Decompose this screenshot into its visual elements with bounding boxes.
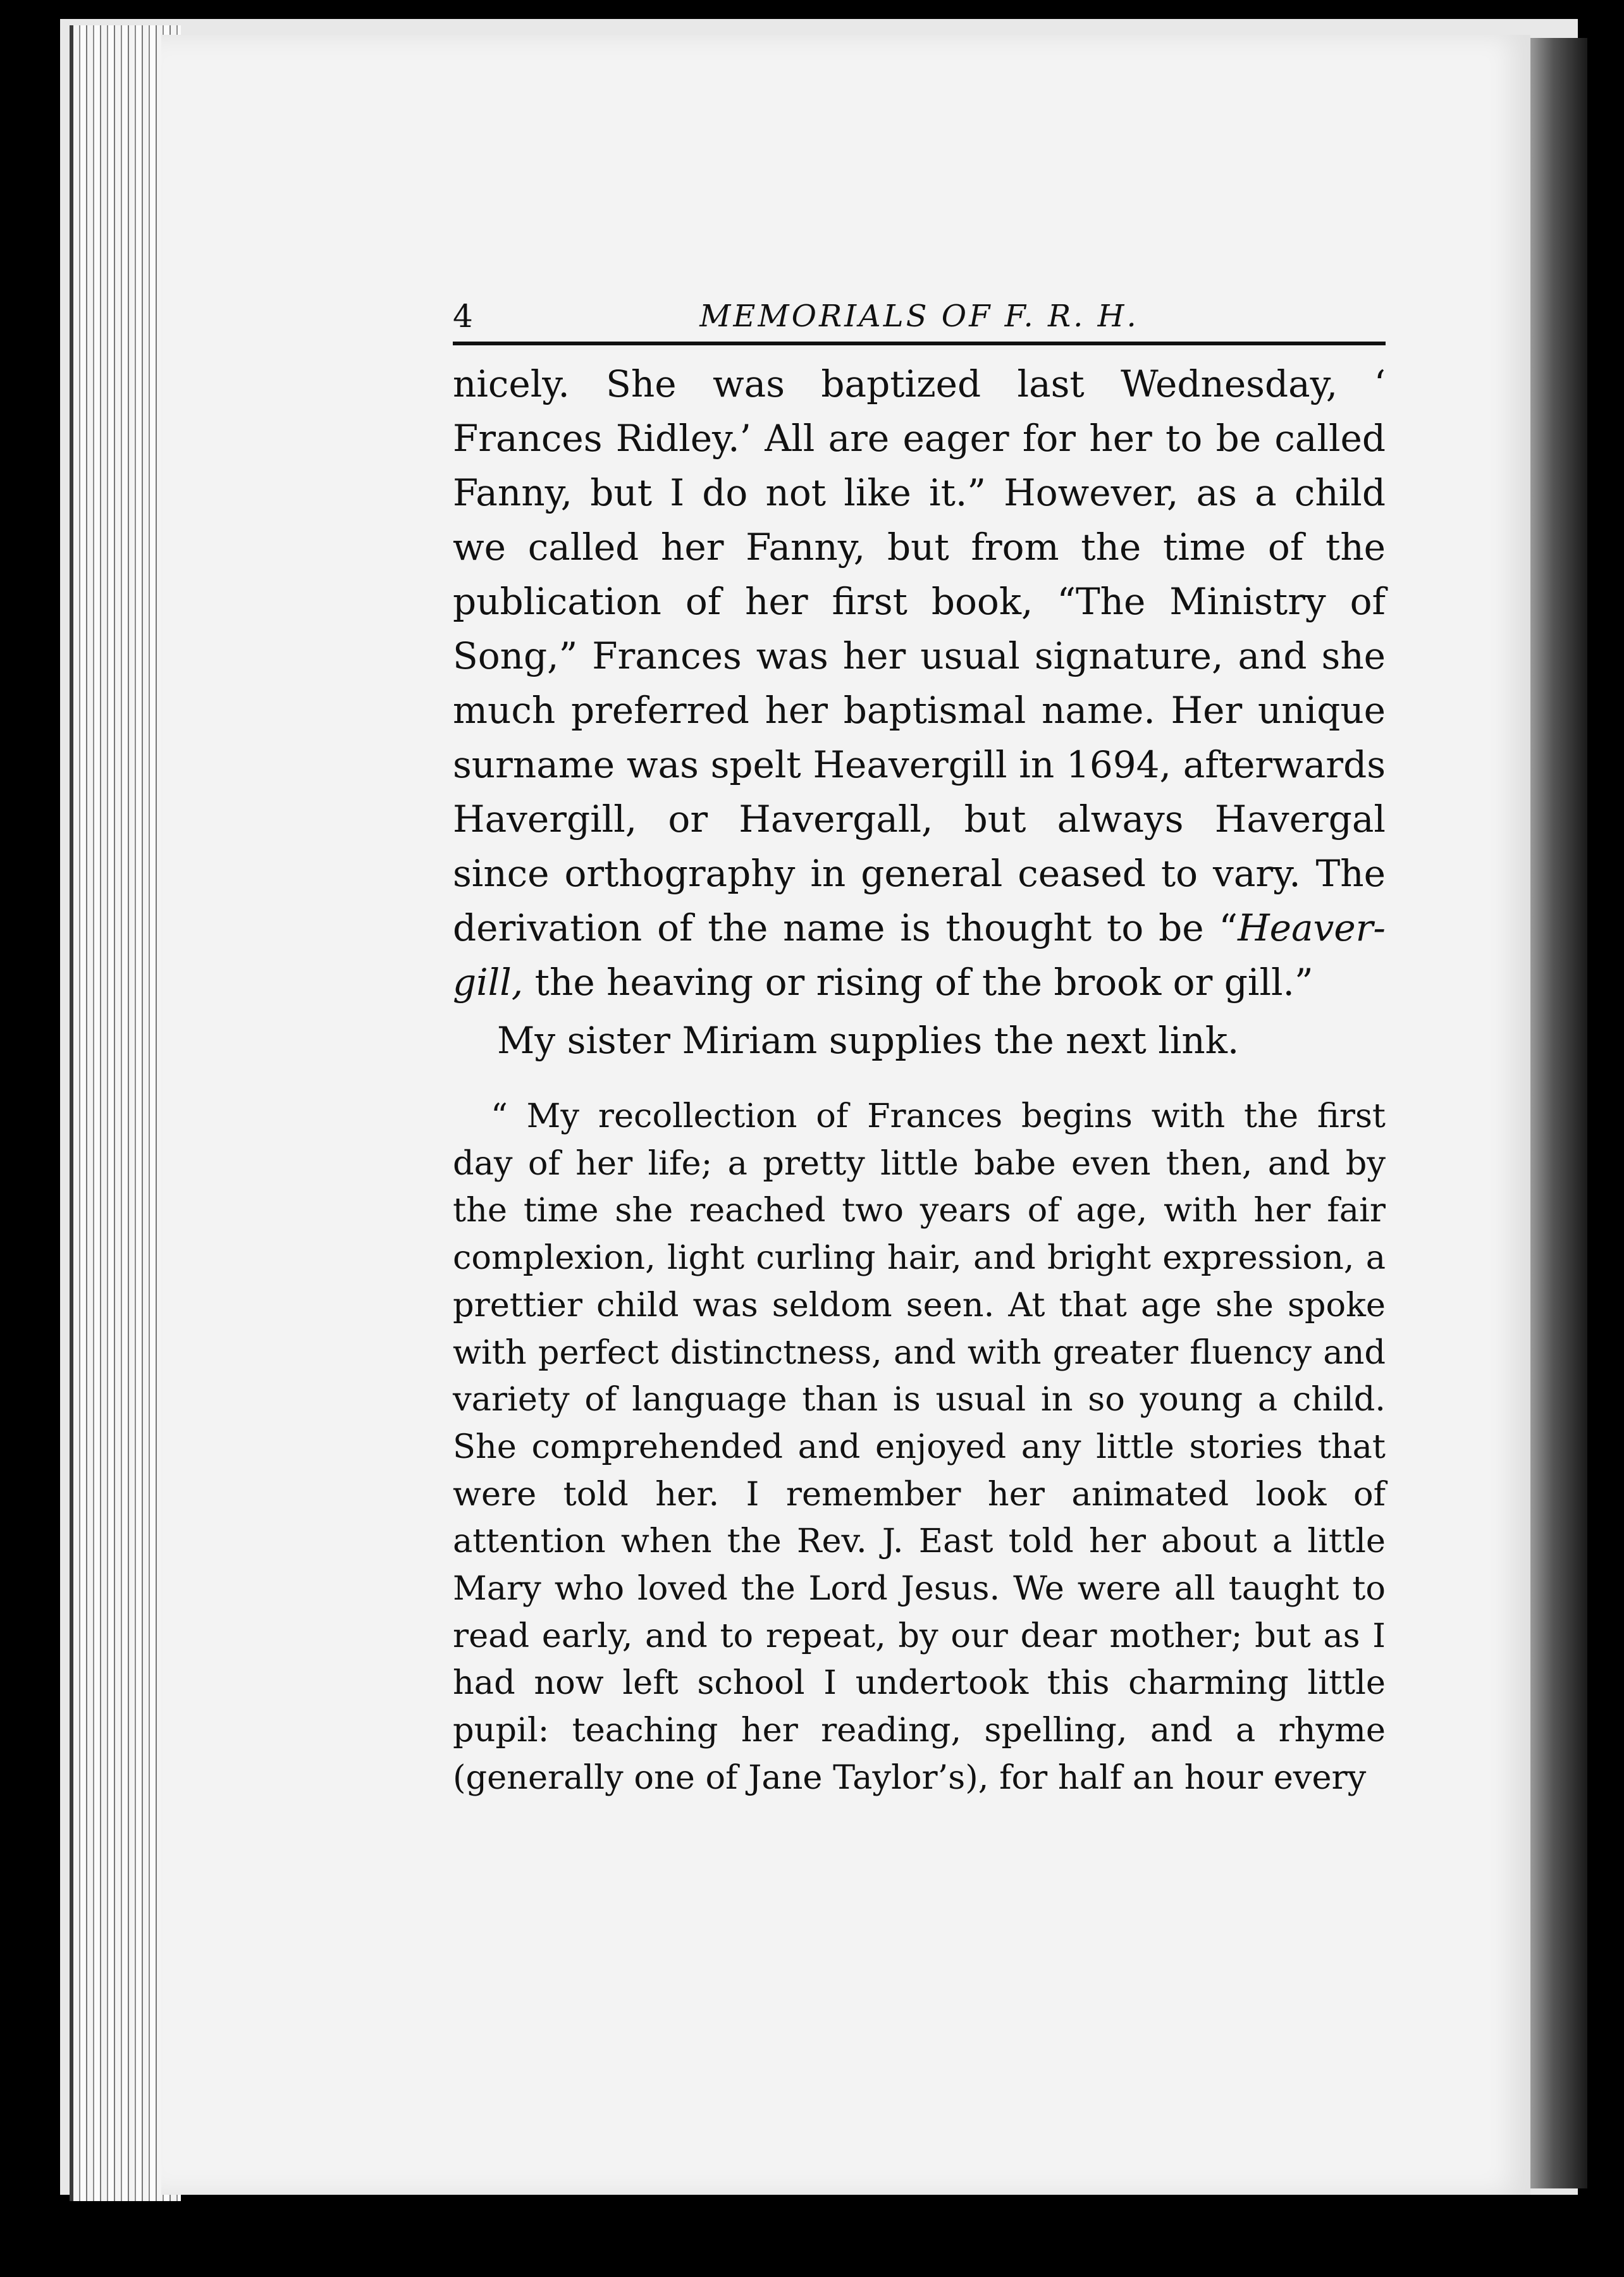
paragraph bbox=[453, 357, 1386, 1009]
paragraph-text: nicely. She was baptized last Wednesday, ‘ Frances Ridley.’ All are eager for her to be called Fanny, but I do not like it.” However, as a child we called her Fanny, but from the time of the publication of her first book, “The Ministry of Song,” Frances was her usual signature, and she much preferred her baptismal name. Her unique surname was spelt Heavergill in 1694, afterwards Havergill, or Havergall, but always Havergal since orthography in general ceased to vary. The derivation of the name is thought to be “ bbox=[453, 362, 1386, 949]
body-text bbox=[453, 357, 1386, 1068]
block-quote bbox=[453, 1093, 1386, 1802]
italic-term: Heaver-gill, bbox=[453, 906, 1386, 1004]
running-title: MEMORIALS OF F. R. H. bbox=[699, 299, 1139, 334]
paragraph: My sister Miriam supplies the next link. bbox=[497, 1019, 1240, 1062]
page-number: 4 bbox=[453, 298, 473, 335]
running-head bbox=[453, 297, 1386, 345]
quote-paragraph: “ My recollection of Frances begins with the first day of her life; a pretty little babe even then, and by the time she reached two years of age, with her fair complexion, light curling hair, and bright expression, a prettier child was seldom seen. At that age she spoke with perfect distinctness, and with greater fluency and variety of language than is usual in so young a child. She comprehended and enjoyed any little stories that were told her. I remember her animated look of attention when the Rev. J. East told her about a little Mary who loved the Lord Jesus. We were all taught to read early, and to repeat, by our dear mother; but as I had now left school I undertook this charming little pupil: teaching her reading, spelling, and a rhyme (generally one of Jane Taylor’s), for half an hour every bbox=[453, 1097, 1386, 1797]
binding-shadow bbox=[1530, 38, 1587, 2188]
text-block bbox=[453, 297, 1386, 1802]
paragraph-text: the heaving or rising of the brook or gill.” bbox=[523, 961, 1313, 1004]
